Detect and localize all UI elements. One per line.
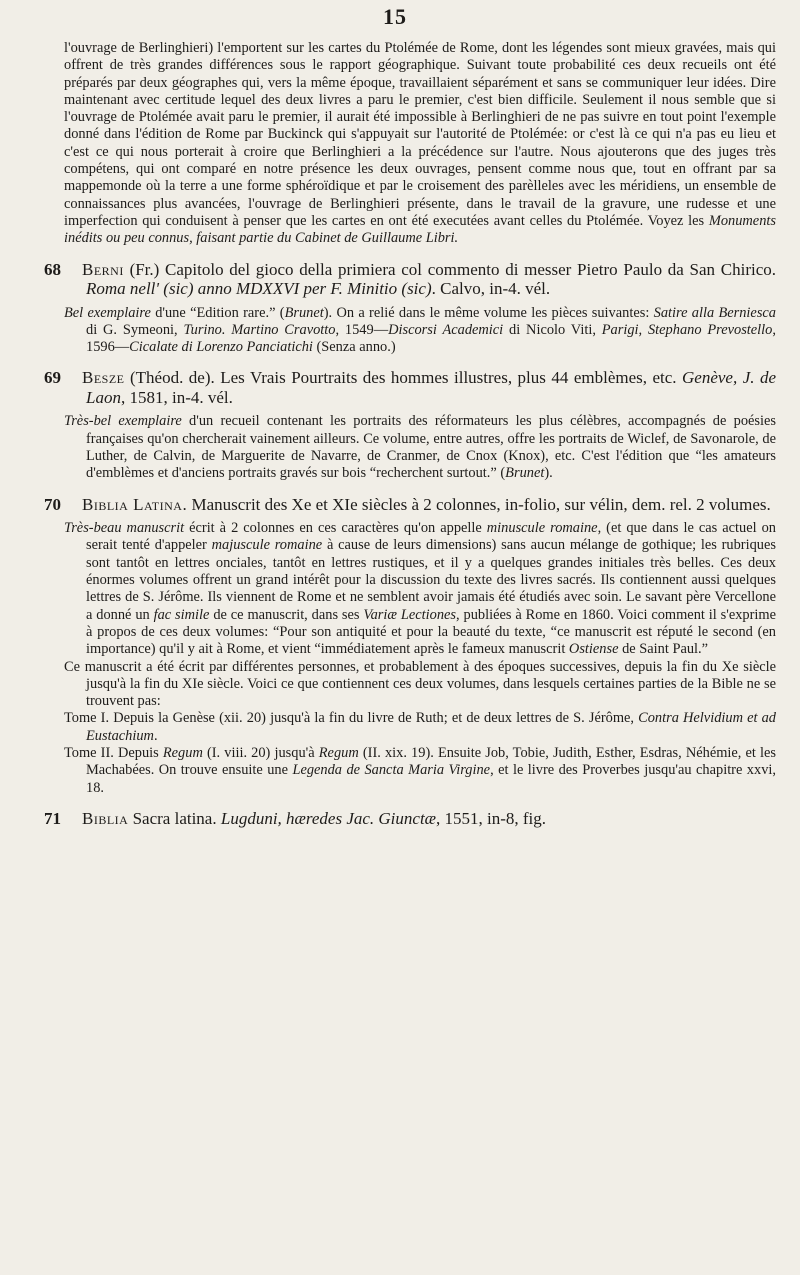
note-run: de ce manuscrit, dans ses (209, 606, 364, 623)
entry-number: 71 (44, 808, 61, 828)
entry-number: 70 (44, 494, 61, 514)
entry-number: 69 (44, 368, 61, 388)
entry-author: Biblia (82, 808, 129, 828)
entry-note (64, 659, 776, 711)
note-run: (Senza anno.) (312, 339, 396, 356)
catalogue-entry-71 (44, 808, 776, 829)
entry-author: Berni (82, 259, 124, 279)
note-run: , 1596— (86, 321, 776, 356)
note-run: Très-beau manuscrit (64, 520, 185, 537)
note-run: ). (544, 465, 553, 482)
note-run: , (et que dans le cas actuel on serait tenté d'appeler (86, 520, 776, 554)
note-run: Contra Helvidium et ad Eustachium (86, 710, 776, 744)
entry-title: (Théod. de). Les Vrais Pourtraits des hommes illustres, plus 44 emblèmes, etc. (130, 368, 683, 388)
note-run: (I. viii. 20) jusqu'à (202, 745, 319, 761)
note-run: Très-bel exemplaire (64, 413, 182, 430)
note-run: minuscule romaine (486, 520, 598, 537)
note-run: Cicalate di Lorenzo Panciatichi (129, 339, 313, 356)
entry-heading (44, 368, 777, 407)
note-run: Tome II. Depuis (64, 745, 163, 761)
page-number: 15 (383, 4, 407, 29)
entry-heading (44, 259, 777, 299)
note-run: Tome I. Depuis la Genèse (xii. 20) jusqu'à la fin du livre de Ruth; et de deux lettres de S. Jérôme, (64, 710, 639, 727)
intro-text: l'ouvrage de Berlinghieri) l'emportent sur les cartes du Ptolémée de Rome, dont les légendes sont mieux gravées, mais qui offrent de très grandes différences sous le rapport géographique. Suivant toute probabilité ces deux recueils ont été préparés par deux géographes qui, vers la même époque, travaillaient séparément et sans se communiquer leur idées. Dire maintenant avec certitude lequel des deux livres a paru le premier, c'est bien difficile. Seulement il nous semble que si l'ouvrage de Ptolémée avait paru le premier, il aurait été impossible à Berlinghieri de ne pas suivre en tout point l'exemple donné dans l'édition de Rome par Buckinck qui s'appuyait sur l'autorité de Ptolémée: or c'est là ce qui n'a pas eu lieu et c'est ce qui nous porterait à croire que Berlinghieri a la précédence sur l'autre. Nous ajouterons que des juges très compétens, qui ont comparé en notre présence les deux ouvrages, pensent comme nous que, tout en offrant par sa mappemonde où la terre a une forme sphéroïdique et par le croisement des parèlleles avec les méridiens, un ensemble de connaissances plus avancées, l'ouvrage de Berlinghieri présente, dans le travail de la gravure, une rudesse et une imperfection qui conduisent à penser que les cartes en ont été executées avant celles du Ptolémée. Voyez les (64, 40, 776, 229)
note-run: . (153, 727, 158, 744)
note-run: à cause de leurs dimensions) sans aucun mélange de gothique; les rubriques sont tantôt en lettres onciales, tantôt en lettres rustiques, et il y a quelques grandes initiales très belles. Ces deux énormes volumes offrent un grand intérêt pour la discussion du texte des livres sacrés. Ils contiennent aussi quelques lettres de S. Jérôme. Ils viennent de Rome et ne semblent avoir jamais été étudiés avec soin. Le savant père Vercellone a donné un (86, 537, 776, 623)
entry-imprint: Lugduni, hæredes Jac. Giunctæ (220, 808, 437, 828)
note-run: majuscule romaine (211, 537, 323, 554)
entry-note (64, 520, 776, 658)
note-run: , et le livre des Proverbes jusqu'au chapitre xxvi, 18. (86, 762, 776, 796)
note-run: fac simile (153, 606, 210, 623)
note-run: Regum (318, 745, 359, 761)
entry-note (64, 305, 776, 357)
catalogue-entry-68 (44, 259, 777, 357)
note-run: Discorsi Academici (388, 321, 504, 338)
note-run: écrit à 2 colonnes en ces caractères qu'on appelle (184, 520, 487, 537)
entry-author: Besze (82, 368, 125, 388)
entry-title: (Fr.) Capitolo del gioco della primiera col commento di messer Pietro Paulo da San Chirico. (129, 259, 777, 279)
entry-heading (44, 808, 776, 829)
note-run: Variæ Lectiones (363, 606, 457, 623)
entry-title: Sacra latina. (128, 808, 221, 828)
note-run: di G. Symeoni, (86, 321, 184, 338)
entry-note (64, 413, 776, 482)
entry-format: . Calvo, in-4. vél. (431, 279, 551, 299)
note-run: (II. xix. 19). Ensuite Job, Tobie, Judith, Esther, Esdras, Néhémie, et les Machabées. On trouve ensuite une (86, 745, 776, 779)
note-run: , 1549— (335, 321, 389, 338)
note-run: Brunet (505, 465, 545, 482)
note-run: Brunet (284, 304, 324, 321)
entry-author: Biblia Latina. (82, 494, 188, 514)
entry-note-tome-1 (64, 710, 776, 745)
note-run: , publiées à Rome en 1860. Voici comment il s'exprime à propos de ces deux volumes: “Pour son antiquité et pour la beauté du texte, “ce manuscrit est réputé le second (en importance) qu'il y ait à Rome, et vient “immédiatement après le fameux manuscrit (86, 606, 776, 658)
note-run: Turino. Martino Cravotto (183, 321, 336, 338)
note-run: Satire alla Berniesca (653, 304, 777, 321)
entry-title: Manuscrit des Xe et XIe siècles à 2 colonnes, in-folio, sur vélin, dem. rel. 2 volumes. (187, 494, 771, 514)
entry-format: , 1581, in-4. vél. (120, 387, 233, 407)
note-run: de Saint Paul.” (618, 641, 709, 658)
note-run: Ce manuscrit a été écrit par différentes personnes, et probablement à des époques successives, depuis la fin du Xe siècle jusqu'à la fin du XIe siècle. Voici ce que contiennent ces deux volumes, dans lesquels certaines parties de la Bible ne se trouvent pas: (64, 658, 776, 710)
catalogue-text (44, 40, 777, 828)
note-run: d'une “Edition rare.” ( (150, 304, 285, 321)
entry-imprint: Genève, J. de Laon (86, 368, 777, 407)
note-run: Ostiense (568, 641, 619, 658)
note-run: Legenda de Sancta Maria Virgine (292, 762, 491, 779)
entry-number: 68 (44, 259, 61, 279)
entry-format: , 1551, in-8, fig. (436, 808, 547, 828)
note-run: d'un recueil contenant les portraits des réformateurs les plus célèbres, accompagnés de poésies françaises qu'on chercherait vainement ailleurs. Ce volume, entre autres, offre les portraits de Wiclef, de Savonarole, de Luther, de Calvin, de Marguerite de Navarre, de Cranmer, de Cnox (Knox), etc. C'est l'édition que “les amateurs d'emblèmes et d'anciens portraits gravés sur bois “recherchent surtout.” ( (86, 413, 776, 482)
entry-note-tome-2 (64, 745, 776, 797)
entry-imprint: Roma nell' (sic) anno MDXXVI per F. Minitio (sic) (86, 279, 432, 299)
note-run: ). On a relié dans le même volume les pièces suivantes: (323, 304, 654, 321)
intro-paragraph (64, 40, 776, 248)
note-run: di Nicolo Viti, (503, 321, 602, 338)
note-run: Parigi, Stephano Prevostello (601, 321, 773, 338)
catalogue-entry-69 (44, 368, 777, 482)
note-run: Bel exemplaire (64, 304, 151, 321)
intro-italic: Monuments inédits ou peu connus, faisant partie du Cabinet de Guillaume Libri. (64, 212, 776, 247)
catalogue-entry-70 (44, 494, 776, 797)
note-run: Regum (162, 745, 203, 761)
entry-heading (44, 494, 776, 515)
